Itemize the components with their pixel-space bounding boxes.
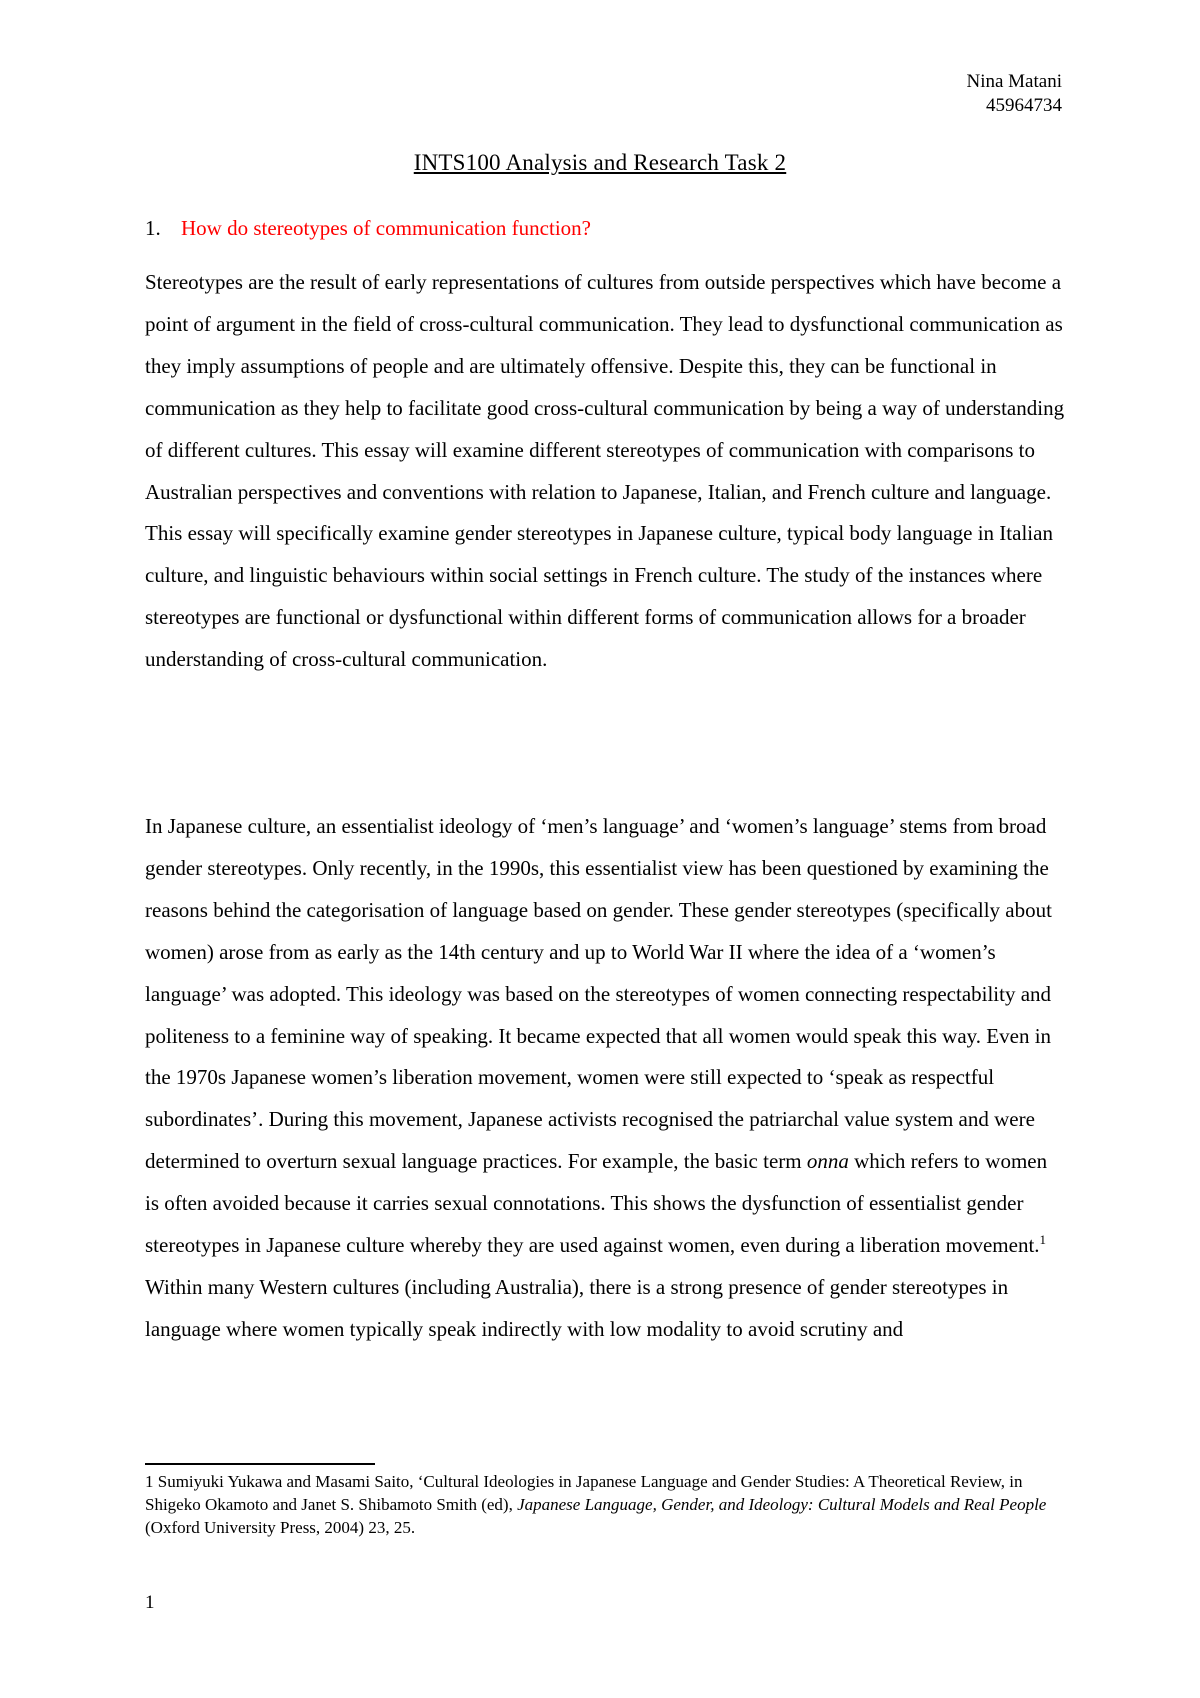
paragraph-japanese-culture	[145, 806, 1065, 1351]
paragraph-text-part: which refers to women is often avoided because it carries sexual connotations. This shows the dysfunction of essentialist gender stereotypes in Japanese culture whereby they are used against women, even during a liberation movement.	[145, 1149, 1048, 1258]
question-text: How do stereotypes of communication function?	[181, 216, 591, 240]
question-heading	[145, 214, 591, 242]
page-number: 1	[145, 1592, 155, 1613]
footnote-book-title: Japanese Language, Gender, and Ideology: Cultural Models and Real People	[517, 1495, 1047, 1514]
italic-term: onna	[806, 1149, 849, 1174]
footnote-separator	[145, 1463, 375, 1465]
header-block	[966, 70, 1062, 118]
paragraph-intro: Stereotypes are the result of early representations of cultures from outside perspectives which have become a point of argument in the field of cross-cultural communication. They lead to dysfunctional communication as they imply assumptions of people and are ultimately offensive. Despite this, they can be functional in communication as they help to facilitate good cross-cultural communication by being a way of understanding of different cultures. This essay will examine different stereotypes of communication with comparisons to Australian perspectives and conventions with relation to Japanese, Italian, and French culture and language. This essay will specifically examine gender stereotypes in Japanese culture, typical body language in Italian culture, and linguistic behaviours within social settings in French culture. The study of the instances where stereotypes are functional or dysfunctional within different forms of communication allows for a broader understanding of cross-cultural communication.	[145, 270, 1065, 672]
footnote-text-part: (Oxford University Press, 2004) 23, 25.	[145, 1518, 416, 1537]
document-title: INTS100 Analysis and Research Task 2	[413, 150, 787, 175]
paragraph-text-part: In Japanese culture, an essentialist ideology of ‘men’s language’ and ‘women’s language’ stems from broad gender stereotypes. Only recently, in the 1990s, this essentialist view has been questioned by examining the reasons behind the categorisation of language based on gender. These gender stereotypes (specifically about women) arose from as early as the 14th century and up to World War II where the idea of a ‘women’s language’ was adopted. This ideology was based on the stereotypes of women connecting respectability and politeness to a feminine way of speaking. It became expected that all women would speak this way. Even in the 1970s Japanese women’s liberation movement, women were still expected to ‘speak as respectful subordinates’. During this movement, Japanese activists recognised the patriarchal value system and were determined to overturn sexual language practices. For example, the basic term	[145, 814, 1052, 1174]
footnote	[145, 1470, 1065, 1539]
footnote-reference[interactable]: 1	[1039, 1232, 1047, 1248]
student-id: 45964734	[986, 95, 1062, 116]
question-number: 1.	[145, 216, 161, 240]
author-name: Nina Matani	[966, 71, 1062, 92]
paragraph-text-part: Within many Western cultures (including Australia), there is a strong presence of gender stereotypes in language where women typically speak indirectly with low modality to avoid scrutiny and	[145, 1274, 1009, 1341]
footnote-text-part: 1 Sumiyuki Yukawa and Masami Saito, ‘Cultural Ideologies in Japanese Language and Gender Studies: A Theoretical Review, in Shigeko Okamoto and Janet S. Shibamoto Smith (ed),	[145, 1472, 1023, 1514]
